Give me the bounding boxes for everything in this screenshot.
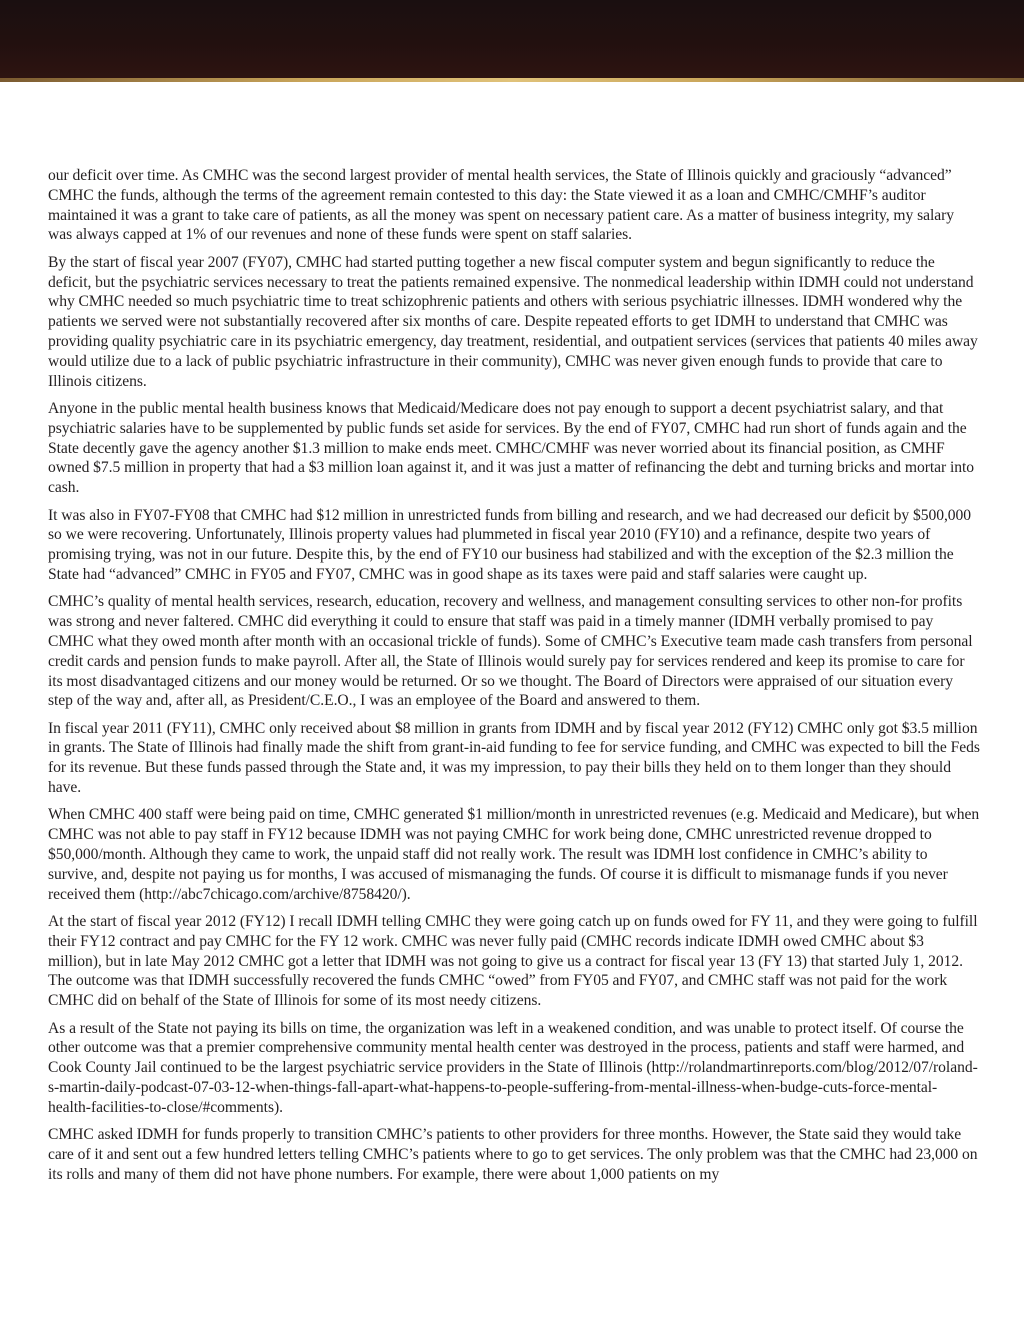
- paragraph-6: In fiscal year 2011 (FY11), CMHC only received about $8 million in grants from IDMH and by fiscal year 2012 (FY12) CMHC only got $3.5 million in grants. The State of Illinois had finally made the shift from grant-in-aid funding to fee for service funding, and CMHC was expected to bill the Feds for its revenue. But these funds passed through the State and, it was my impression, to pay their bills they held on to them longer than they should have.: [48, 719, 980, 797]
- paragraph-3: Anyone in the public mental health business knows that Medicaid/Medicare does not pay enough to support a decent psychiatrist salary, and that psychiatric salaries have to be supplemented by public funds set aside for services. By the end of FY07, CMHC had run short of funds again and the State decently gave the agency another $1.3 million to make ends meet. CMHC/CMHF was never worried about its financial position, as CMHF owned $7.5 million in property that had a $3 million loan against it, and it was just a matter of refinancing the debt and turning bricks and mortar into cash.: [48, 399, 975, 497]
- paragraph-7: When CMHC 400 staff were being paid on time, CMHC generated $1 million/month in unrestricted revenues (e.g. Medicaid and Medicare), but when CMHC was not able to pay staff in FY12 because IDMH was not paying CMHC for work being done, CMHC unrestricted revenue dropped to $50,000/month. Although they came to work, the unpaid staff did not really work. The result was IDMH lost confidence in CMHC’s ability to survive, and, despite not paying us for months, I was accused of mismanaging the funds. Of course it is difficult to mismanage funds if you never received them (http://abc7chicago.com/archive/8758420/).: [48, 806, 980, 903]
- header-accent-line: [0, 78, 1024, 82]
- paragraph-10: CMHC asked IDMH for funds properly to transition CMHC’s patients to other providers for three months. However, the State said they would take care of it and sent out a few hundred letters telling CMHC’s patients where to go to get services. The only problem was that the CMHC had 23,000 on its rolls and many of them did not have phone numbers. For example, there were about 1,000 patients on my: [48, 1126, 978, 1183]
- header-band: [0, 0, 1024, 78]
- paragraph-2: By the start of fiscal year 2007 (FY07), CMHC had started putting together a new fiscal computer system and begun significantly to reduce the deficit, but the psychiatric services necessary to treat the patients remained expensive. The nonmedical leadership within IDMH could not understand why CMHC needed so much psychiatric time to treat schizophrenic patients and others with serious psychiatric illnesses. IDMH wondered why the patients we served were not substantially recovered after six months of care. Despite repeated efforts to get IDMH to understand that CMHC was providing quality psychiatric care in its psychiatric emergency, day treatment, residential, and outpatient services (services that patients 40 miles away would utilize due to a lack of public psychiatric infrastructure in their community), CMHC was never given enough funds to provide that care to Illinois citizens.: [48, 253, 978, 390]
- paragraph-4: It was also in FY07-FY08 that CMHC had $12 million in unrestricted funds from billing and research, and we had decreased our deficit by $500,000 so we were recovering. Unfortunately, Illinois property values had plummeted in fiscal year 2010 (FY10) and a refinance, despite two years of promising trying, was not in our future. Despite this, by the end of FY10 our business had stabilized and with the exception of the $2.3 million the State had “advanced” CMHC in FY05 and FY07, CMHC was in good shape as its taxes were paid and staff salaries were caught up.: [48, 506, 972, 583]
- article-body: [48, 166, 980, 1192]
- paragraph-9: As a result of the State not paying its bills on time, the organization was left in a weakened condition, and was unable to protect itself. Of course the other outcome was that a premier comprehensive community mental health center was destroyed in the process, patients and staff were harmed, and Cook County Jail continued to be the largest psychiatric service providers in the State of Illinois (http://rolandmartinreports.com/blog/2012/07/roland-s-martin-daily-podcast-07-03-12-when-things-fall-apart-what-happens-to-people-suffering-from-mental-illness-when-budge-cuts-force-mental-health-facilities-to-close/#comments).: [48, 1019, 978, 1116]
- paragraph-8: At the start of fiscal year 2012 (FY12) I recall IDMH telling CMHC they were going catch up on funds owed for FY 11, and they were going to fulfill their FY12 contract and pay CMHC for the FY 12 work. CMHC was never fully paid (CMHC records indicate IDMH owed CMHC about $3 million), but in late May 2012 CMHC got a letter that IDMH was not going to give us a contract for fiscal year 13 (FY 13) that started July 1, 2012. The outcome was that IDMH successfully recovered the funds CMHC “owed” from FY05 and FY07, and CMHC staff was not paid for the work CMHC did on behalf of the State of Illinois for some of its most needy citizens.: [48, 913, 978, 1010]
- paragraph-1: our deficit over time. As CMHC was the second largest provider of mental health services, the State of Illinois quickly and graciously “advanced” CMHC the funds, although the terms of the agreement remain contested to this day: the State viewed it as a loan and CMHC/CMHF’s auditor maintained it was a grant to take care of patients, as all the money was spent on necessary patient care. As a matter of business integrity, my salary was always capped at 1% of our revenues and none of these funds were spent on staff salaries.: [48, 167, 955, 244]
- paragraph-5: CMHC’s quality of mental health services, research, education, recovery and wellness, and management consulting services to other non-for profits was strong and never faltered. CMHC did everything it could to ensure that staff was paid in a timely manner (IDMH verbally promised to pay CMHC what they owed month after month with an occasional trickle of funds). Some of CMHC’s Executive team made cash transfers from personal credit cards and pension funds to make payroll. After all, the State of Illinois would surely pay for services rendered and keep its promise to care for its most disadvantaged citizens and our money would be returned. Or so we thought. The Board of Directors were appraised of our situation every step of the way and, after all, as President/C.E.O., I was an employee of the Board and answered to them.: [48, 593, 973, 710]
